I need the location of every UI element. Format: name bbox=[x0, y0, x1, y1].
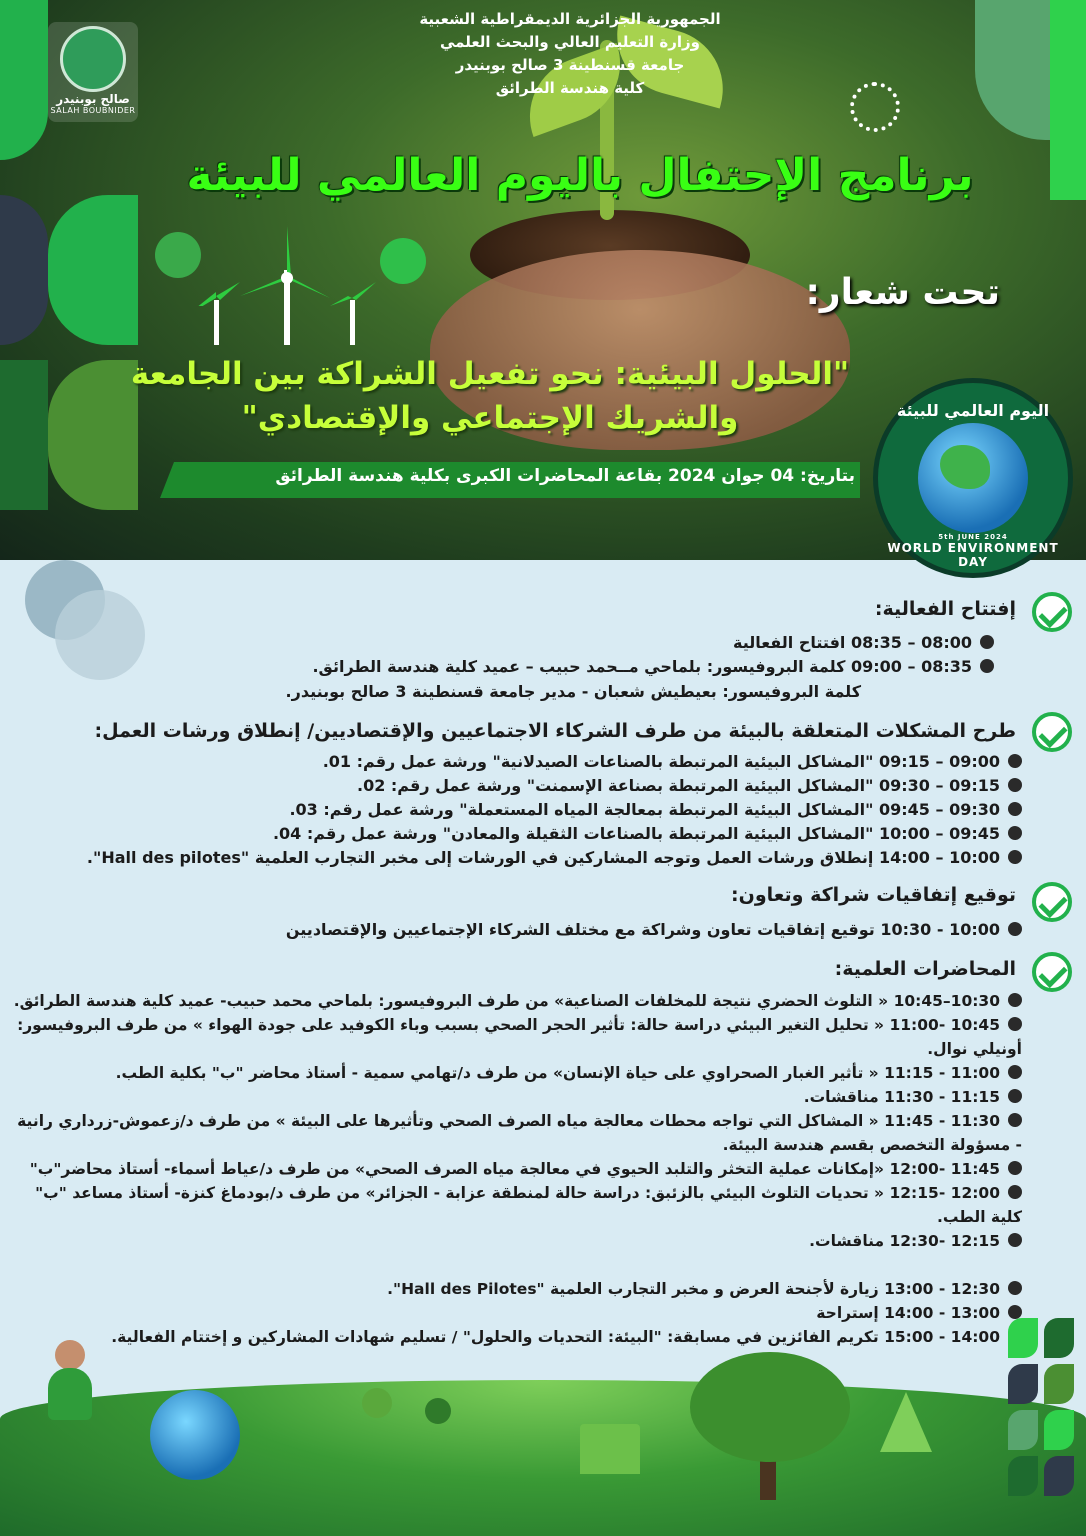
eco-globe-icon bbox=[850, 82, 900, 132]
pine-tree-icon bbox=[880, 1392, 932, 1452]
bullet-icon bbox=[1008, 1017, 1022, 1031]
bullet-icon bbox=[980, 659, 994, 673]
check-icon bbox=[1032, 952, 1072, 992]
tile-shape bbox=[1008, 1364, 1038, 1404]
bullet-icon bbox=[1008, 1065, 1022, 1079]
tile-shape bbox=[1008, 1456, 1038, 1496]
badge-date: 5th JUNE 2024 bbox=[938, 533, 1008, 541]
bullet-icon bbox=[1008, 922, 1022, 936]
section-title-problems: طرح المشكلات المتعلقة بالبيئة من طرف الشركاء الاجتماعيين والإقتصاديين/ إنطلاق ورشات العمل: bbox=[94, 720, 1016, 742]
bullet-icon bbox=[1008, 754, 1022, 768]
bullet-icon bbox=[1008, 1281, 1022, 1295]
section-title-opening: إفتتاح الفعالية: bbox=[874, 598, 1016, 620]
bullet-icon bbox=[1008, 850, 1022, 864]
schedule-row: 09:45 – 10:00 "المشاكل البيئية المرتبطة بالصناعات الثقيلة والمعادن" ورشة عمل رقم: 04. bbox=[273, 824, 1022, 843]
schedule-row: 11:00 - 11:15 « تأثير الغبار الصحراوي على حياة الإنسان» من طرف د/تهامي سمية - أستاذ محاضر "ب" بكلية الطب. bbox=[116, 1064, 1022, 1082]
schedule-row: 09:30 – 09:45 "المشاكل البيئية المرتبطة بمعالجة المياه المستعملة" ورشة عمل رقم: 03. bbox=[289, 800, 1022, 819]
check-icon bbox=[1032, 882, 1072, 922]
corner-decoration bbox=[1050, 0, 1086, 200]
schedule-row: 10:00 – 14:00 إنطلاق ورشات العمل وتوجه المشاركين في الورشات إلى مخبر التجارب العلمية "Hall des pilotes". bbox=[87, 848, 1022, 867]
section-title-agreements: توقيع إتفاقيات شراكة وتعاون: bbox=[731, 884, 1016, 906]
logo-arabic-text: صالح بوبنيدر bbox=[56, 92, 130, 106]
decorative-circle bbox=[55, 590, 145, 680]
schedule-row: 10:45 -11:00 « تحليل التغير البيئي دراسة حالة: تأثير الحجر الصحي بسبب وباء الكوفيد على جودة الهواء » من طرف البروفيسور: bbox=[17, 1016, 1022, 1034]
plant-icon bbox=[362, 1388, 392, 1418]
bullet-icon bbox=[1008, 1113, 1022, 1127]
globe-icon bbox=[150, 1390, 240, 1480]
schedule-row: 11:45 -12:00 «إمكانات عملية التخثر والتلبد الحيوي في معالجة مياه الصرف الصحي» من طرف د/عياط أسماء- أستاذ محاضر"ب" bbox=[30, 1160, 1022, 1178]
schedule-row: - مسؤولة التخصص بقسم هندسة البيئة. bbox=[722, 1136, 1022, 1154]
corner-tiles-decoration bbox=[1000, 1318, 1086, 1536]
tile-shape bbox=[1044, 1318, 1074, 1358]
corner-decoration bbox=[0, 0, 48, 160]
schedule-row: كلمة البروفيسور: بعيطيش شعبان - مدير جامعة قسنطينة 3 صالح بوبنيدر. bbox=[285, 682, 861, 701]
badge-arabic-text: اليوم العالمي للبيئة bbox=[896, 401, 1050, 420]
page-title: برنامج الإحتفال باليوم العالمي للبيئة bbox=[186, 150, 974, 201]
slogan-line: والشريك الإجتماعي والإقتصادي" bbox=[241, 400, 739, 436]
check-icon bbox=[1032, 712, 1072, 752]
schedule-row: 14:00 - 15:00 تكريم الفائزين في مسابقة: "البيئة: التحديات والحلول" / تسليم شهادات المشاركين و إختتام الفعالية. bbox=[111, 1328, 1022, 1346]
schedule-row: 12:15 -12:30 مناقشات. bbox=[809, 1232, 1022, 1250]
wind-turbine-icon bbox=[214, 300, 219, 345]
person-icon bbox=[48, 1368, 92, 1420]
world-environment-day-badge bbox=[873, 378, 1073, 578]
schedule-row: 09:00 – 09:15 "المشاكل البيئية المرتبطة بالصناعات الصيدلانية" ورشة عمل رقم: 01. bbox=[323, 752, 1022, 771]
bullet-icon bbox=[1008, 1233, 1022, 1247]
header-line: جامعة قسنطينة 3 صالح بوبنيدر bbox=[455, 56, 685, 74]
tile-shape bbox=[1008, 1410, 1038, 1450]
institution-header bbox=[330, 8, 810, 100]
bullet-icon bbox=[1008, 1305, 1022, 1319]
section-title-lectures: المحاضرات العلمية: bbox=[834, 958, 1016, 980]
schedule-row: 13:00 - 14:00 إستراحة bbox=[816, 1304, 1022, 1322]
corner-decoration bbox=[48, 360, 138, 510]
slogan-text bbox=[130, 352, 850, 440]
schedule-row: كلية الطب. bbox=[937, 1208, 1022, 1226]
slogan-line: "الحلول البيئية: نحو تفعيل الشراكة بين الجامعة bbox=[130, 356, 850, 392]
badge-english: WORLD ENVIRONMENT DAY bbox=[887, 541, 1059, 569]
bullet-icon bbox=[980, 635, 994, 649]
schedule-row: 10:30–10:45 « التلوث الحضري نتيجة للمخلفات الصناعية» من طرف البروفيسور: بلماحي محمد حبيب- عميد كلية هندسة الطرائق. bbox=[14, 992, 1022, 1010]
tile-shape bbox=[1044, 1456, 1074, 1496]
check-icon bbox=[1032, 592, 1072, 632]
badge-english-text bbox=[878, 533, 1068, 569]
person-head bbox=[55, 1340, 85, 1370]
schedule-row: 10:00 - 10:30 توقيع إتفاقيات تعاون وشراكة مع مختلف الشركاء الإجتماعيين والإقتصاديين bbox=[286, 920, 1022, 939]
wind-turbine-icon bbox=[350, 300, 355, 345]
university-emblem-icon bbox=[60, 26, 126, 92]
date-banner-text: بتاريخ: 04 جوان 2024 بقاعة المحاضرات الكبرى بكلية هندسة الطرائق bbox=[275, 466, 855, 486]
bullet-icon bbox=[1008, 1185, 1022, 1199]
schedule-row: 11:15 - 11:30 مناقشات. bbox=[804, 1088, 1022, 1106]
tile-shape bbox=[1044, 1364, 1074, 1404]
bullet-icon bbox=[1008, 993, 1022, 1007]
bullet-icon bbox=[1008, 1161, 1022, 1175]
logo-latin-text: SALAH BOUBNIDER bbox=[50, 106, 136, 115]
schedule-row: أونيلي نوال. bbox=[927, 1040, 1022, 1058]
header-line: الجمهورية الجزائرية الديمقراطية الشعبية bbox=[419, 10, 721, 28]
corner-decoration bbox=[0, 360, 48, 510]
schedule-row: 11:30 - 11:45 « المشاكل التي تواجه محطات معالجة مياه الصرف الصحي وتأثيرها على البيئة » من طرف د/زعموش-زرداري رانية bbox=[17, 1112, 1022, 1130]
schedule-row: 08:35 – 09:00 كلمة البروفيسور: بلماحي مــحمد حبيب – عميد كلية هندسة الطرائق. bbox=[312, 657, 994, 676]
corner-decoration bbox=[48, 195, 138, 345]
university-logo bbox=[48, 22, 138, 122]
plant-icon bbox=[425, 1398, 451, 1424]
bullet-icon bbox=[1008, 802, 1022, 816]
schedule-row: 12:30 - 13:00 زيارة لأجنحة العرض و مخبر التجارب العلمية "Hall des Pilotes". bbox=[387, 1280, 1022, 1298]
bullet-icon bbox=[1008, 778, 1022, 792]
bullet-icon bbox=[1008, 826, 1022, 840]
tree-icon bbox=[690, 1352, 850, 1462]
schedule-row: 12:00 -12:15 « تحديات التلوث البيئي بالزئبق: دراسة حالة لمنطقة عزابة - الجزائر» من طرف د/بودماغ كنزة- أستاذ مساعد "ب" bbox=[35, 1184, 1022, 1202]
header-line: وزارة التعليم العالي والبحث العلمي bbox=[439, 33, 701, 51]
header-line: كلية هندسة الطرائق bbox=[495, 79, 645, 97]
schedule-row: 08:00 – 08:35 افتتاح الفعالية bbox=[733, 633, 994, 652]
turbine-blades bbox=[180, 226, 380, 306]
tile-shape bbox=[1008, 1318, 1038, 1358]
tile-shape bbox=[1044, 1410, 1074, 1450]
bullet-icon bbox=[1008, 1089, 1022, 1103]
schedule-row: 09:15 – 09:30 "المشاكل البيئية المرتبطة بصناعة الإسمنت" ورشة عمل رقم: 02. bbox=[357, 776, 1022, 795]
slogan-label: تحت شعار: bbox=[805, 272, 1000, 313]
eco-city-icon bbox=[580, 1424, 640, 1474]
recycle-icon bbox=[380, 238, 426, 284]
